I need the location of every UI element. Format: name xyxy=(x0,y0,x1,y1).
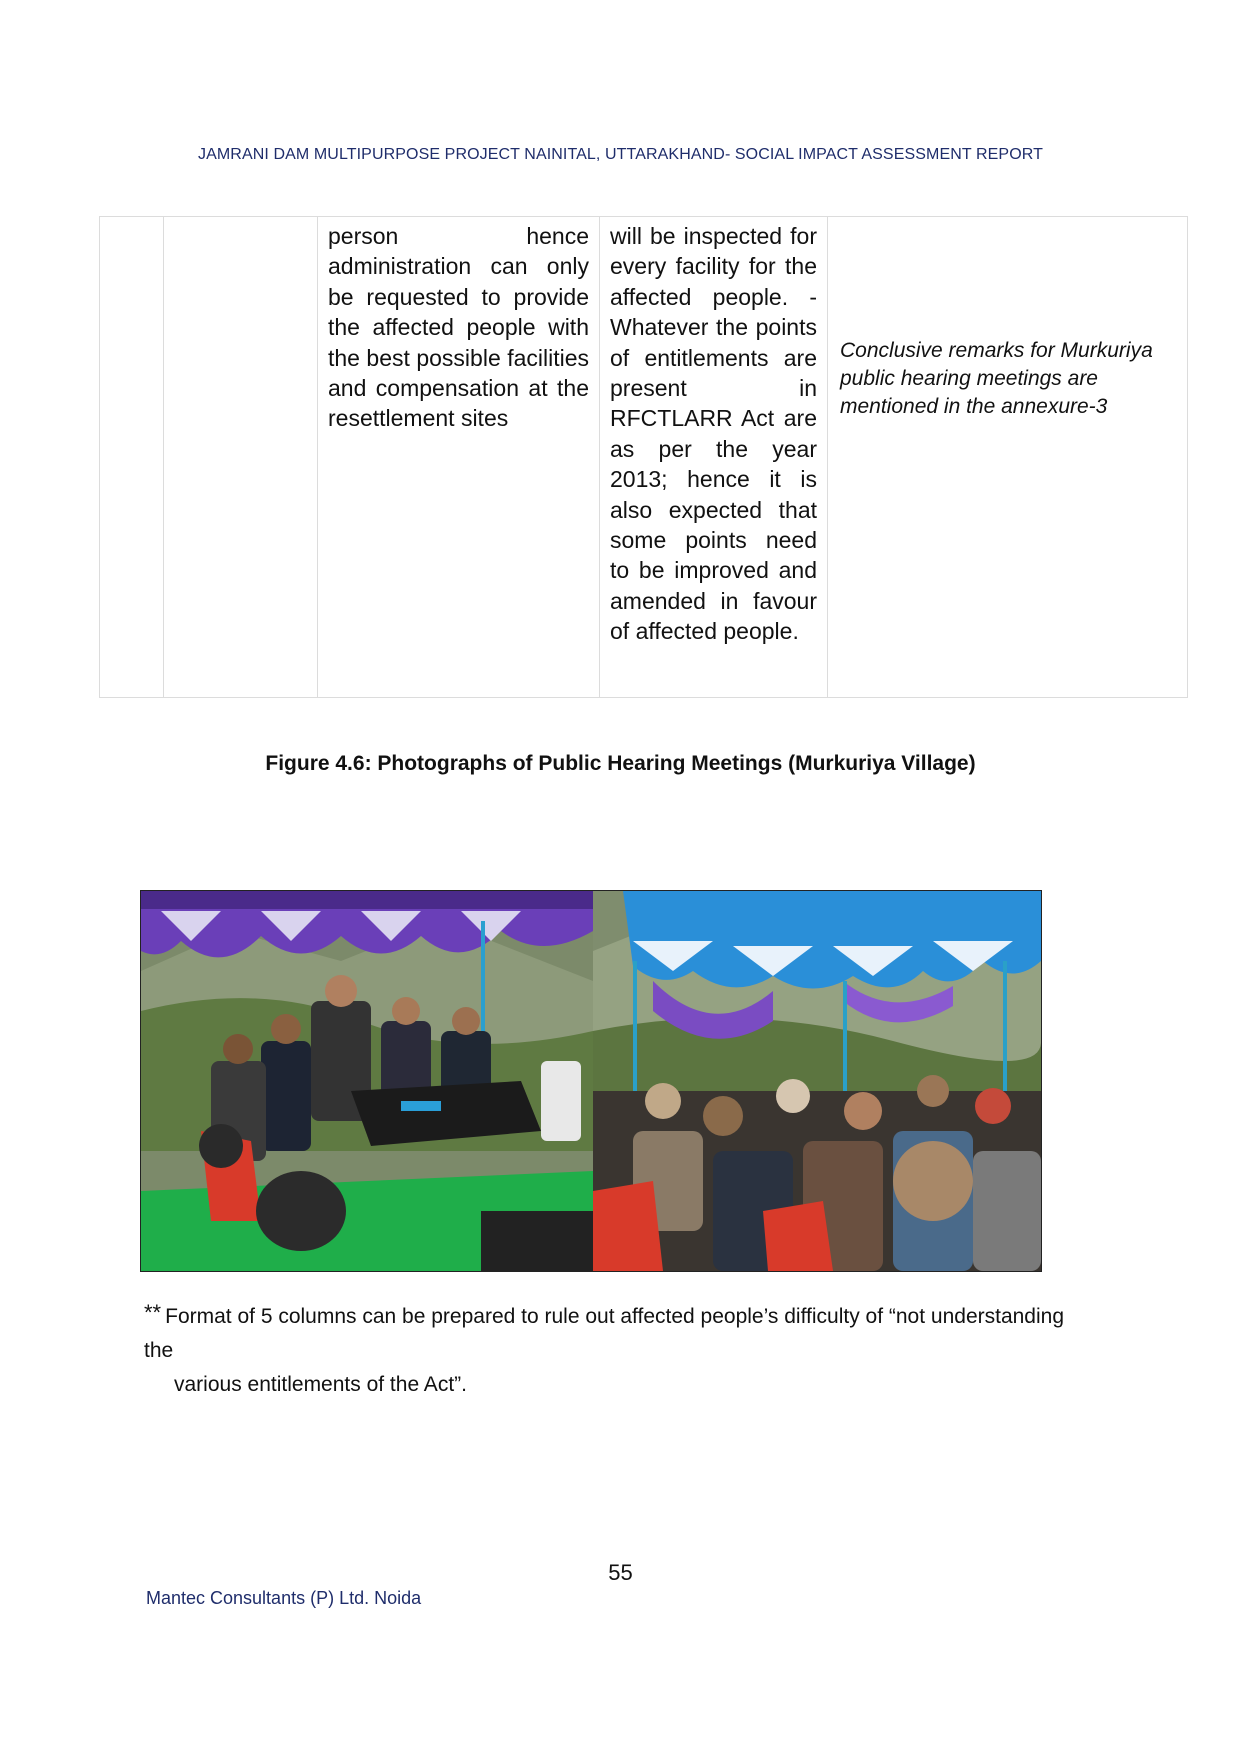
continuation-table xyxy=(99,216,1188,698)
figure-caption: Figure 4.6: Photographs of Public Hearing Meetings (Murkuriya Village) xyxy=(265,752,976,775)
footer-company: Mantec Consultants (P) Ltd. Noida xyxy=(146,1588,422,1608)
running-header: JAMRANI DAM MULTIPURPOSE PROJECT NAINITAL, UTTARAKHAND- SOCIAL IMPACT ASSESSMENT REPORT xyxy=(198,146,1043,163)
table-cell-sno xyxy=(100,217,164,698)
remarks-text: Conclusive remarks for Murkuriya public hearing meetings are mentioned in the annexure-3 xyxy=(840,339,1153,418)
footnote-marker: ** xyxy=(144,1300,162,1325)
table-cell-issue xyxy=(318,217,600,698)
footnote xyxy=(144,1300,1084,1402)
photo-panel xyxy=(140,890,1042,1272)
response-text: will be inspected for every facility for the affected people. -Whatever the points of entitlements are present in RFCTLARR Act are as per the year 2013; hence it is also expected that some points need to be improved and amended in favour of affected people. xyxy=(610,223,817,645)
meeting-photo-right xyxy=(593,891,1041,1271)
page-number: 55 xyxy=(608,1560,633,1585)
footnote-line-1: Format of 5 columns can be prepared to rule out affected people’s difficulty of “not understanding the xyxy=(144,1305,1065,1362)
meeting-photo-left xyxy=(141,891,593,1271)
table-cell-response xyxy=(600,217,828,698)
table-cell-topic xyxy=(164,217,318,698)
table-cell-remarks xyxy=(828,217,1188,698)
issue-text: person hence administration can only be requested to provide the affected people with the best possible facilities and compensation at the resettlement sites xyxy=(328,223,589,432)
footnote-line-2: various entitlements of the Act”. xyxy=(174,1373,467,1396)
